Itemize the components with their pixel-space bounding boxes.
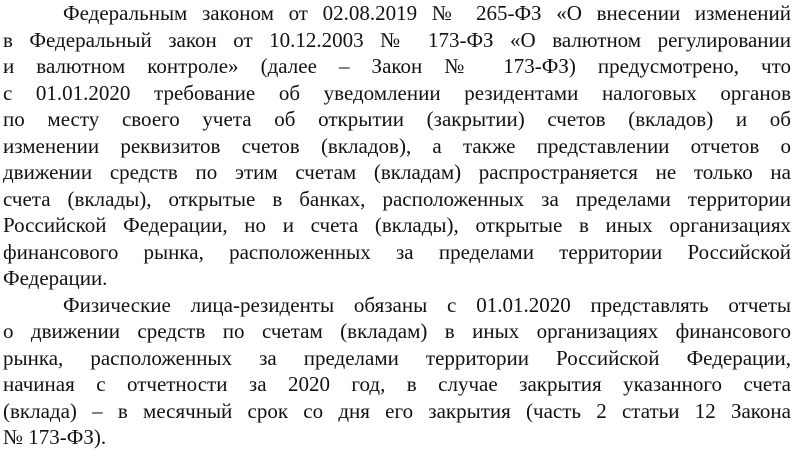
paragraph-2 — [3, 292, 791, 451]
text-line: Федерации. — [3, 266, 108, 290]
text-line: с 01.01.2020 требование об уведомлении резидентами налоговых органов — [3, 80, 791, 105]
text-line: по месту своего учета об открытии (закрытии) счетов (вкладов) и об — [3, 107, 791, 131]
text-line: Российской Федерации, но и счета (вклады), открытые в иных организациях — [3, 213, 791, 237]
paragraph-1 — [3, 0, 791, 292]
text-line: о движении средств по счетам (вкладам) в иных организациях финансового — [3, 319, 791, 343]
text-line: (вклада) – в месячный срок со дня его закрытия (часть 2 статьи 12 Закона — [3, 398, 791, 423]
text-line: начиная с отчетности за 2020 год, в случае закрытия указанного счета — [3, 372, 791, 396]
text-line: финансового рынка, расположенных за пределами территории Российской — [3, 239, 791, 264]
document-page — [3, 0, 791, 451]
text-line: Федеральным законом от 02.08.2019 № 265-ФЗ «О внесении изменений — [63, 1, 791, 25]
text-line: в Федеральный закон от 10.12.2003 № 173-ФЗ «О валютном регулировании — [3, 27, 791, 52]
text-line: № 173-ФЗ). — [3, 425, 107, 449]
text-line: счета (вклады), открытые в банках, расположенных за пределами территории — [3, 186, 791, 211]
text-line: движении средств по этим счетам (вкладам) распространяется не только на — [3, 160, 791, 184]
text-line: и валютном контроле» (далее – Закон № 173-ФЗ) предусмотрено, что — [3, 54, 791, 78]
text-line: изменении реквизитов счетов (вкладов), а также представлении отчетов о — [3, 133, 791, 158]
text-line: рынка, расположенных за пределами территории Российской Федерации, — [3, 345, 791, 370]
text-line: Физические лица-резиденты обязаны с 01.01.2020 представлять отчеты — [63, 292, 791, 317]
